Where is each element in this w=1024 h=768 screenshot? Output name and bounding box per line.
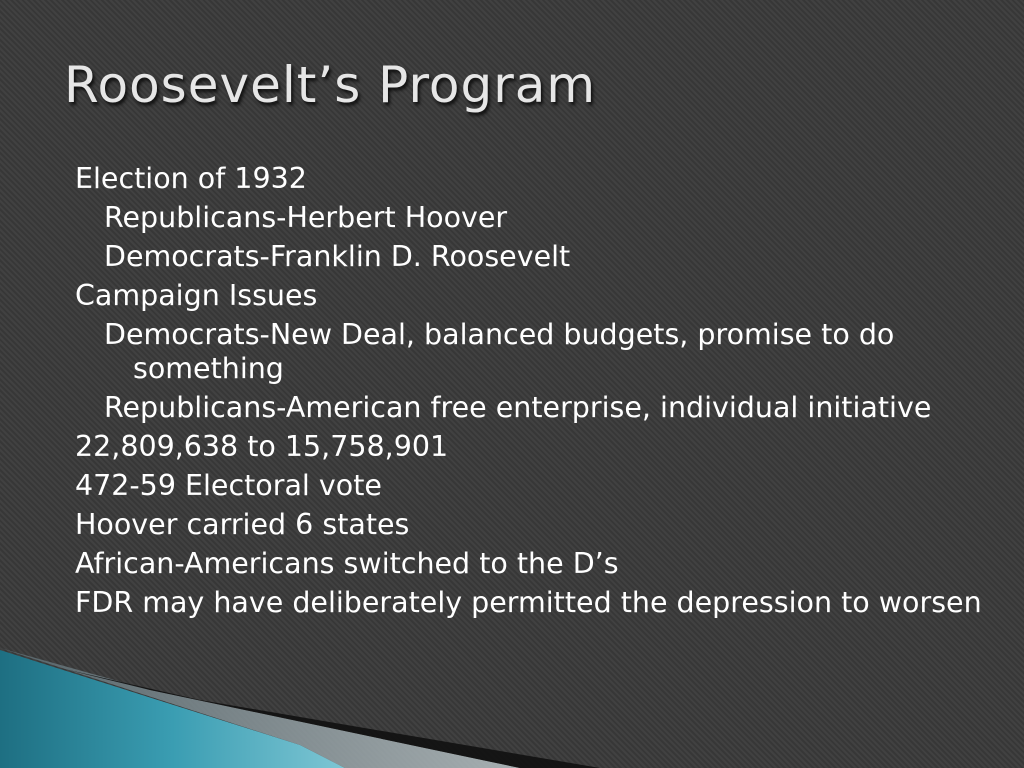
bullet-list <box>75 162 985 625</box>
bullet-democrats-roosevelt: Democrats-Franklin D. Roosevelt <box>104 240 571 273</box>
bullet-campaign-issues: Campaign Issues <box>75 279 318 312</box>
bullet-hoover-states: Hoover carried 6 states <box>75 508 410 541</box>
bullet-electoral-vote: 472-59 Electoral vote <box>75 469 382 502</box>
bullet-fdr-depression: FDR may have deliberately permitted the depression to worsen <box>75 586 982 619</box>
bullet-african-americans: African-Americans switched to the D’s <box>75 547 619 580</box>
swoosh-teal-band <box>0 650 345 768</box>
bullet-election-1932: Election of 1932 <box>75 162 307 195</box>
bullet-republicans-free-enterprise: Republicans-American free enterprise, individual initiative <box>104 391 932 424</box>
bullet-popular-vote: 22,809,638 to 15,758,901 <box>75 430 449 463</box>
bullet-democrats-new-deal: Democrats-New Deal, balanced budgets, promise to do something <box>104 318 895 385</box>
bullet-republicans-hoover: Republicans-Herbert Hoover <box>104 201 508 234</box>
slide-title: Roosevelt’s Program <box>64 56 597 114</box>
